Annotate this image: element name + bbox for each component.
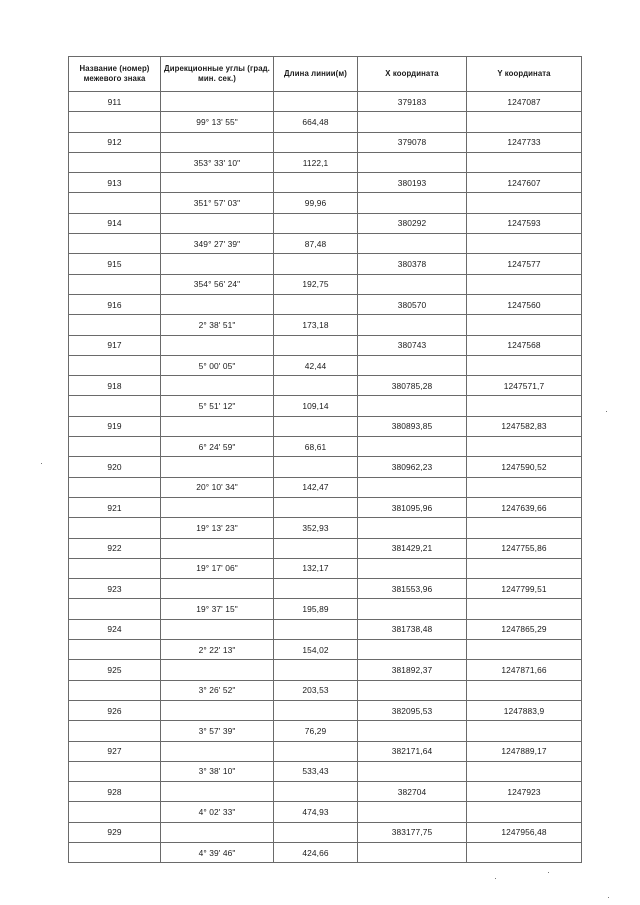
table-row (69, 234, 582, 254)
cell-mark-name: 923 (69, 579, 161, 599)
cell-y-coordinate: 1247871,66 (467, 660, 582, 680)
cell-x-coordinate (358, 558, 467, 578)
cell-direction-angle (161, 457, 274, 477)
cell-line-length: 474,93 (274, 802, 358, 822)
cell-line-length: 352,93 (274, 518, 358, 538)
cell-mark-name (69, 640, 161, 660)
cell-x-coordinate: 381738,48 (358, 619, 467, 639)
header-mark-name: Название (номер) межевого знака (69, 57, 161, 92)
cell-x-coordinate: 379078 (358, 132, 467, 152)
cell-line-length (274, 416, 358, 436)
cell-direction-angle (161, 497, 274, 517)
cell-y-coordinate (467, 315, 582, 335)
table-row (69, 355, 582, 375)
cell-y-coordinate: 1247956,48 (467, 822, 582, 842)
table-row (69, 802, 582, 822)
cell-x-coordinate: 382704 (358, 782, 467, 802)
cell-line-length (274, 132, 358, 152)
cell-y-coordinate: 1247865,29 (467, 619, 582, 639)
table-row (69, 315, 582, 335)
cell-y-coordinate: 1247582,83 (467, 416, 582, 436)
cell-y-coordinate: 1247571,7 (467, 376, 582, 396)
cell-direction-angle: 3° 57' 39" (161, 721, 274, 741)
cell-mark-name: 912 (69, 132, 161, 152)
cell-y-coordinate (467, 680, 582, 700)
scan-speck (548, 872, 549, 873)
table-body (69, 92, 582, 863)
cell-mark-name (69, 396, 161, 416)
cell-x-coordinate (358, 193, 467, 213)
cell-x-coordinate: 380292 (358, 213, 467, 233)
table-row (69, 132, 582, 152)
cell-line-length: 68,61 (274, 437, 358, 457)
cell-direction-angle (161, 335, 274, 355)
table-row (69, 842, 582, 862)
cell-line-length: 533,43 (274, 761, 358, 781)
table-row (69, 700, 582, 720)
cell-mark-name: 926 (69, 700, 161, 720)
scan-speck (495, 878, 496, 879)
cell-direction-angle: 351° 57' 03" (161, 193, 274, 213)
cell-x-coordinate (358, 112, 467, 132)
table-row (69, 152, 582, 172)
table-row (69, 396, 582, 416)
cell-x-coordinate: 380743 (358, 335, 467, 355)
header-line-length: Длина линии(м) (274, 57, 358, 92)
table-row (69, 660, 582, 680)
cell-y-coordinate (467, 274, 582, 294)
cell-x-coordinate: 380962,23 (358, 457, 467, 477)
cell-direction-angle (161, 619, 274, 639)
cell-mark-name: 925 (69, 660, 161, 680)
cell-x-coordinate: 382171,64 (358, 741, 467, 761)
cell-y-coordinate (467, 152, 582, 172)
cell-line-length: 154,02 (274, 640, 358, 660)
table-row (69, 741, 582, 761)
table-row (69, 213, 582, 233)
cell-y-coordinate: 1247799,51 (467, 579, 582, 599)
cell-direction-angle: 3° 38' 10" (161, 761, 274, 781)
table-row (69, 761, 582, 781)
table-row (69, 640, 582, 660)
cell-mark-name: 924 (69, 619, 161, 639)
cell-y-coordinate (467, 112, 582, 132)
cell-line-length: 87,48 (274, 234, 358, 254)
cell-direction-angle: 2° 22' 13" (161, 640, 274, 660)
cell-direction-angle (161, 132, 274, 152)
cell-line-length (274, 579, 358, 599)
cell-x-coordinate: 380193 (358, 173, 467, 193)
cell-line-length (274, 822, 358, 842)
cell-line-length (274, 254, 358, 274)
cell-y-coordinate (467, 761, 582, 781)
table-row (69, 457, 582, 477)
cell-x-coordinate (358, 599, 467, 619)
table-row (69, 558, 582, 578)
cell-x-coordinate (358, 680, 467, 700)
cell-mark-name (69, 274, 161, 294)
cell-y-coordinate (467, 640, 582, 660)
cell-line-length (274, 538, 358, 558)
cell-direction-angle (161, 822, 274, 842)
table-row (69, 619, 582, 639)
cell-direction-angle: 19° 13' 23" (161, 518, 274, 538)
cell-line-length: 99,96 (274, 193, 358, 213)
cell-mark-name: 918 (69, 376, 161, 396)
table-row (69, 294, 582, 314)
table-row (69, 497, 582, 517)
cell-direction-angle: 20° 10' 34" (161, 477, 274, 497)
cell-mark-name: 921 (69, 497, 161, 517)
table-row (69, 193, 582, 213)
header-x-coordinate: X координата (358, 57, 467, 92)
cell-line-length (274, 335, 358, 355)
cell-x-coordinate (358, 518, 467, 538)
cell-direction-angle: 19° 17' 06" (161, 558, 274, 578)
cell-direction-angle (161, 376, 274, 396)
cell-line-length: 664,48 (274, 112, 358, 132)
cell-y-coordinate: 1247568 (467, 335, 582, 355)
cell-y-coordinate: 1247087 (467, 92, 582, 112)
cell-mark-name: 928 (69, 782, 161, 802)
cell-y-coordinate: 1247590,52 (467, 457, 582, 477)
cell-direction-angle (161, 294, 274, 314)
cell-line-length (274, 92, 358, 112)
cell-x-coordinate (358, 761, 467, 781)
cell-x-coordinate (358, 234, 467, 254)
cell-y-coordinate (467, 518, 582, 538)
cell-x-coordinate (358, 437, 467, 457)
cell-x-coordinate (358, 842, 467, 862)
cell-line-length (274, 294, 358, 314)
cell-line-length: 195,89 (274, 599, 358, 619)
cell-y-coordinate (467, 599, 582, 619)
cell-y-coordinate (467, 721, 582, 741)
cell-x-coordinate: 383177,75 (358, 822, 467, 842)
cell-mark-name (69, 315, 161, 335)
cell-y-coordinate (467, 193, 582, 213)
cell-line-length: 192,75 (274, 274, 358, 294)
cell-direction-angle (161, 741, 274, 761)
cell-mark-name (69, 558, 161, 578)
cell-x-coordinate (358, 477, 467, 497)
cell-x-coordinate: 380893,85 (358, 416, 467, 436)
cell-y-coordinate (467, 802, 582, 822)
cell-y-coordinate (467, 477, 582, 497)
table-row (69, 274, 582, 294)
cell-y-coordinate (467, 234, 582, 254)
table-row (69, 599, 582, 619)
cell-x-coordinate (358, 721, 467, 741)
cell-direction-angle (161, 173, 274, 193)
table-row (69, 376, 582, 396)
cell-mark-name (69, 112, 161, 132)
cell-mark-name: 915 (69, 254, 161, 274)
cell-y-coordinate: 1247607 (467, 173, 582, 193)
cell-line-length (274, 457, 358, 477)
cell-direction-angle: 2° 38' 51" (161, 315, 274, 335)
cell-x-coordinate (358, 355, 467, 375)
cell-y-coordinate (467, 396, 582, 416)
table-row (69, 538, 582, 558)
cell-mark-name: 929 (69, 822, 161, 842)
cell-y-coordinate: 1247733 (467, 132, 582, 152)
cell-direction-angle: 4° 02' 33" (161, 802, 274, 822)
table-row (69, 92, 582, 112)
cell-line-length (274, 619, 358, 639)
table-row (69, 822, 582, 842)
cell-x-coordinate: 381429,21 (358, 538, 467, 558)
cell-x-coordinate (358, 152, 467, 172)
cell-mark-name (69, 152, 161, 172)
cell-direction-angle: 5° 00' 05" (161, 355, 274, 375)
cell-x-coordinate: 382095,53 (358, 700, 467, 720)
scan-speck (606, 411, 607, 412)
cell-direction-angle: 5° 51' 12" (161, 396, 274, 416)
table-row (69, 477, 582, 497)
table-row (69, 437, 582, 457)
cell-mark-name (69, 193, 161, 213)
cell-x-coordinate: 380378 (358, 254, 467, 274)
cell-direction-angle: 349° 27' 39" (161, 234, 274, 254)
cell-mark-name: 927 (69, 741, 161, 761)
cell-x-coordinate: 380570 (358, 294, 467, 314)
cell-direction-angle: 4° 39' 46" (161, 842, 274, 862)
cell-line-length: 76,29 (274, 721, 358, 741)
cell-y-coordinate: 1247883,9 (467, 700, 582, 720)
cell-x-coordinate: 381095,96 (358, 497, 467, 517)
cell-mark-name (69, 355, 161, 375)
table-row (69, 254, 582, 274)
cell-direction-angle (161, 254, 274, 274)
cell-mark-name: 920 (69, 457, 161, 477)
cell-direction-angle: 99° 13' 55" (161, 112, 274, 132)
cell-mark-name: 916 (69, 294, 161, 314)
cell-line-length: 173,18 (274, 315, 358, 335)
cell-direction-angle: 3° 26' 52" (161, 680, 274, 700)
cell-line-length: 109,14 (274, 396, 358, 416)
cell-direction-angle: 6° 24' 59" (161, 437, 274, 457)
table-header-row (69, 57, 582, 92)
cell-y-coordinate (467, 437, 582, 457)
cell-direction-angle (161, 538, 274, 558)
cell-x-coordinate: 381553,96 (358, 579, 467, 599)
table-row (69, 782, 582, 802)
cell-line-length (274, 497, 358, 517)
cell-mark-name: 922 (69, 538, 161, 558)
cell-line-length: 42,44 (274, 355, 358, 375)
cell-line-length (274, 173, 358, 193)
cell-direction-angle (161, 92, 274, 112)
cell-direction-angle: 353° 33' 10" (161, 152, 274, 172)
cell-line-length (274, 741, 358, 761)
cell-mark-name (69, 234, 161, 254)
cell-x-coordinate (358, 396, 467, 416)
cell-mark-name (69, 477, 161, 497)
cell-mark-name: 911 (69, 92, 161, 112)
cell-mark-name (69, 599, 161, 619)
table-row (69, 579, 582, 599)
cell-y-coordinate: 1247755,86 (467, 538, 582, 558)
cell-mark-name (69, 842, 161, 862)
cell-y-coordinate: 1247593 (467, 213, 582, 233)
cell-line-length (274, 213, 358, 233)
cell-x-coordinate (358, 274, 467, 294)
cell-line-length: 142,47 (274, 477, 358, 497)
cell-direction-angle (161, 416, 274, 436)
cell-mark-name: 914 (69, 213, 161, 233)
cell-x-coordinate: 381892,37 (358, 660, 467, 680)
cell-direction-angle (161, 579, 274, 599)
cell-mark-name: 913 (69, 173, 161, 193)
cell-mark-name (69, 518, 161, 538)
cell-y-coordinate: 1247639,66 (467, 497, 582, 517)
cell-direction-angle (161, 660, 274, 680)
table-row (69, 680, 582, 700)
table-row (69, 112, 582, 132)
cell-line-length: 424,66 (274, 842, 358, 862)
scan-speck (608, 897, 609, 898)
table-row (69, 335, 582, 355)
cell-x-coordinate: 380785,28 (358, 376, 467, 396)
cell-direction-angle (161, 700, 274, 720)
table-row (69, 173, 582, 193)
cell-line-length: 203,53 (274, 680, 358, 700)
cell-x-coordinate (358, 640, 467, 660)
cell-mark-name: 917 (69, 335, 161, 355)
cell-line-length (274, 782, 358, 802)
cell-mark-name (69, 802, 161, 822)
cell-y-coordinate: 1247560 (467, 294, 582, 314)
cell-y-coordinate (467, 558, 582, 578)
cell-x-coordinate (358, 802, 467, 822)
cell-direction-angle: 354° 56' 24" (161, 274, 274, 294)
cell-y-coordinate (467, 355, 582, 375)
cell-direction-angle (161, 213, 274, 233)
cell-y-coordinate: 1247923 (467, 782, 582, 802)
cell-mark-name (69, 721, 161, 741)
cell-line-length: 132,17 (274, 558, 358, 578)
cell-mark-name (69, 437, 161, 457)
cell-x-coordinate (358, 315, 467, 335)
cell-mark-name (69, 761, 161, 781)
header-y-coordinate: Y координата (467, 57, 582, 92)
cell-line-length (274, 376, 358, 396)
table-row (69, 416, 582, 436)
boundary-marks-table (68, 56, 582, 863)
cell-x-coordinate: 379183 (358, 92, 467, 112)
cell-y-coordinate (467, 842, 582, 862)
cell-line-length (274, 700, 358, 720)
cell-mark-name (69, 680, 161, 700)
scan-speck (41, 463, 42, 464)
table-row (69, 518, 582, 538)
cell-line-length (274, 660, 358, 680)
cell-direction-angle: 19° 37' 15" (161, 599, 274, 619)
cell-mark-name: 919 (69, 416, 161, 436)
cell-y-coordinate: 1247577 (467, 254, 582, 274)
cell-direction-angle (161, 782, 274, 802)
table-row (69, 721, 582, 741)
cell-y-coordinate: 1247889,17 (467, 741, 582, 761)
header-direction-angle: Дирекционные углы (град. мин. сек.) (161, 57, 274, 92)
cell-line-length: 1122,1 (274, 152, 358, 172)
